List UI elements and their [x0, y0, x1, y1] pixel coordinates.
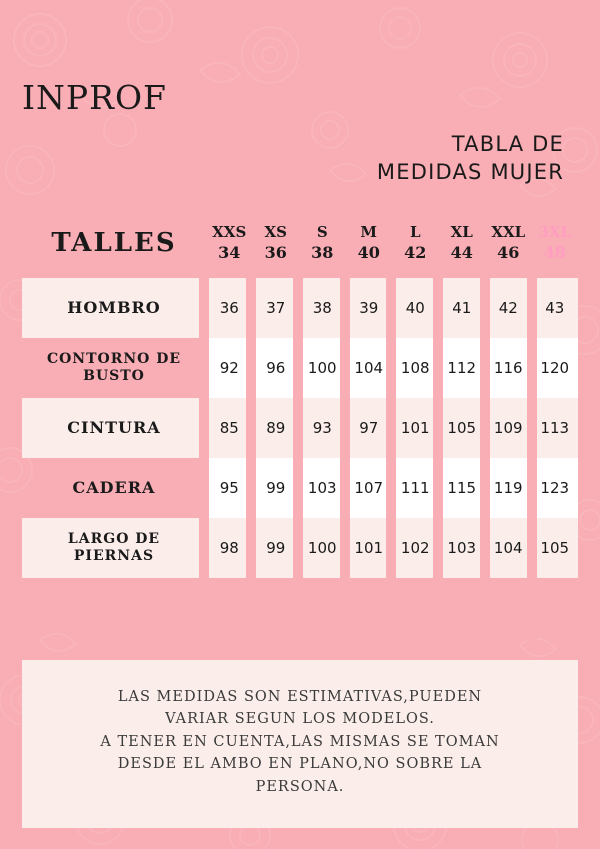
- cell-cadera-xxl: 119: [485, 458, 532, 518]
- row-label-line: LARGO DE: [67, 531, 161, 548]
- cell-cintura-s: 93: [299, 398, 346, 458]
- cell-hombro-xs: 37: [252, 278, 299, 338]
- row-label-line: HOMBRO: [67, 298, 161, 318]
- table-row: [22, 518, 578, 578]
- table-row: [22, 278, 578, 338]
- cell-cadera-s: 103: [299, 458, 346, 518]
- column-header-number: 38: [311, 243, 334, 263]
- cell-busto-s: 100: [299, 338, 346, 398]
- size-table: [22, 222, 578, 578]
- column-header-number: 34: [218, 243, 241, 263]
- column-header-letters: XS: [264, 223, 287, 241]
- column-header-letters: L: [409, 223, 421, 241]
- cell-hombro-xxl: 42: [485, 278, 532, 338]
- column-header-number: 40: [357, 243, 380, 263]
- size-table-head: [22, 222, 578, 278]
- column-header-m: [345, 222, 392, 278]
- size-table-body: [22, 278, 578, 578]
- cell-hombro-xxs: 36: [206, 278, 253, 338]
- column-header-letters: S: [316, 223, 328, 241]
- column-header-letters: XL: [450, 223, 473, 241]
- cell-cintura-xs: 89: [252, 398, 299, 458]
- cell-cadera-3xl: 123: [531, 458, 578, 518]
- column-header-xl: [438, 222, 485, 278]
- note-line-4: DESDE EL AMBO EN PLANO,NO SOBRE LA: [117, 756, 483, 773]
- note-line-1: LAS MEDIDAS SON ESTIMATIVAS,PUEDEN: [117, 689, 483, 705]
- table-corner-label: TALLES: [51, 227, 177, 258]
- column-header-3xl: [531, 222, 578, 278]
- note-line-2: VARIAR SEGUN LOS MODELOS.: [165, 711, 435, 728]
- cell-piernas-xs: 99: [252, 518, 299, 578]
- column-header-s: [299, 222, 346, 278]
- cell-busto-xs: 96: [252, 338, 299, 398]
- row-label-cintura: [22, 398, 206, 458]
- cell-piernas-xxs: 98: [206, 518, 253, 578]
- cell-hombro-m: 39: [345, 278, 392, 338]
- row-label-line: PIERNAS: [73, 547, 155, 564]
- cell-piernas-l: 102: [392, 518, 439, 578]
- cell-cadera-l: 111: [392, 458, 439, 518]
- column-header-letters: M: [360, 223, 378, 241]
- page-title: [377, 130, 564, 187]
- size-table-container: [22, 222, 578, 578]
- cell-cintura-l: 101: [392, 398, 439, 458]
- column-header-letters: XXS: [212, 223, 247, 241]
- cell-hombro-s: 38: [299, 278, 346, 338]
- cell-cintura-xxl: 109: [485, 398, 532, 458]
- cell-piernas-m: 101: [345, 518, 392, 578]
- column-header-number: 44: [450, 243, 473, 263]
- cell-busto-xxs: 92: [206, 338, 253, 398]
- cell-piernas-s: 100: [299, 518, 346, 578]
- note-line-3: A TENER EN CUENTA,LAS MISMAS SE TOMAN: [100, 733, 500, 750]
- cell-busto-3xl: 120: [531, 338, 578, 398]
- cell-cintura-m: 97: [345, 398, 392, 458]
- cell-busto-l: 108: [392, 338, 439, 398]
- size-table-header-row: [22, 222, 578, 278]
- column-header-xxs: [206, 222, 253, 278]
- cell-busto-xl: 112: [438, 338, 485, 398]
- page-title-line-1: TABLA DE: [451, 132, 564, 156]
- column-header-letters: XXL: [491, 223, 526, 241]
- cell-piernas-xl: 103: [438, 518, 485, 578]
- column-header-number: 46: [497, 243, 520, 263]
- cell-hombro-3xl: 43: [531, 278, 578, 338]
- row-label-cadera: [22, 458, 206, 518]
- row-label-line: CINTURA: [67, 418, 161, 438]
- column-header-xxl: [485, 222, 532, 278]
- note-line-5: PERSONA.: [255, 778, 345, 795]
- cell-cadera-xs: 99: [252, 458, 299, 518]
- brand-logo: INPROF: [22, 78, 167, 117]
- column-header-number: 42: [404, 243, 427, 263]
- cell-cadera-xxs: 95: [206, 458, 253, 518]
- cell-cintura-xxs: 85: [206, 398, 253, 458]
- cell-busto-m: 104: [345, 338, 392, 398]
- column-header-l: [392, 222, 439, 278]
- cell-cadera-m: 107: [345, 458, 392, 518]
- measurement-note: [22, 660, 578, 828]
- row-label-contorno-de-busto: [22, 338, 206, 398]
- cell-piernas-3xl: 105: [531, 518, 578, 578]
- row-label-line: BUSTO: [83, 367, 145, 384]
- page-title-line-2: MEDIDAS MUJER: [376, 160, 564, 185]
- cell-cintura-3xl: 113: [531, 398, 578, 458]
- row-label-hombro: [22, 278, 206, 338]
- row-label-largo-de-piernas: [22, 518, 206, 578]
- row-label-line: CONTORNO DE: [46, 351, 182, 368]
- cell-piernas-xxl: 104: [485, 518, 532, 578]
- table-row: [22, 338, 578, 398]
- cell-cadera-xl: 115: [438, 458, 485, 518]
- cell-hombro-l: 40: [392, 278, 439, 338]
- column-header-xs: [252, 222, 299, 278]
- table-row: [22, 398, 578, 458]
- column-header-number: 48: [543, 243, 566, 263]
- column-header-letters: 3XL: [538, 223, 572, 241]
- cell-busto-xxl: 116: [485, 338, 532, 398]
- column-header-number: 36: [264, 243, 287, 263]
- cell-hombro-xl: 41: [438, 278, 485, 338]
- cell-cintura-xl: 105: [438, 398, 485, 458]
- table-row: [22, 458, 578, 518]
- row-label-line: CADERA: [72, 478, 156, 498]
